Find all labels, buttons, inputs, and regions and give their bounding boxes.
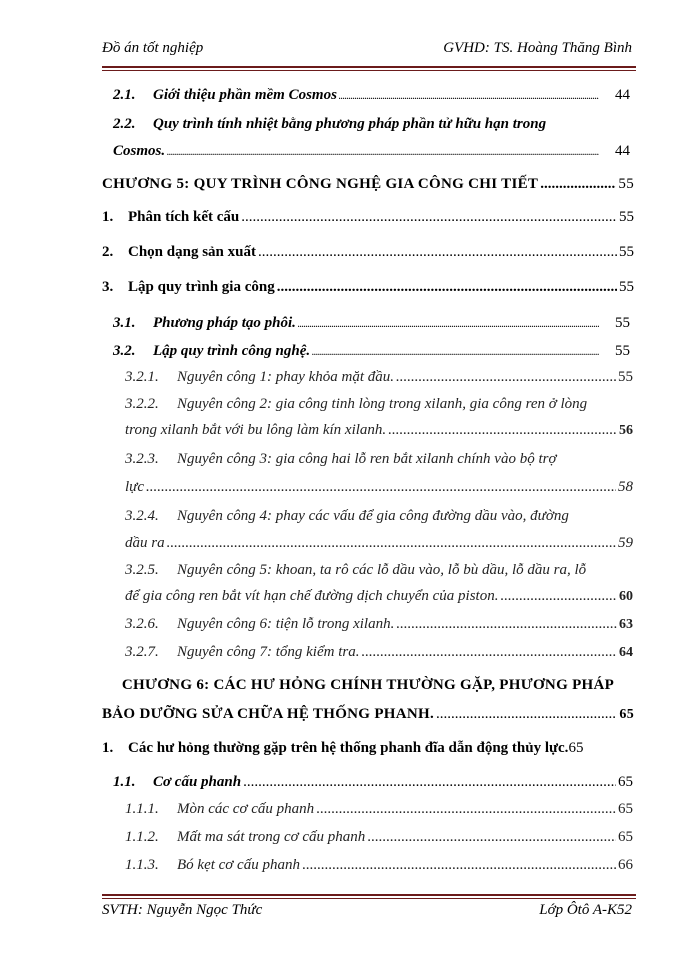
- toc-leader: [540, 176, 616, 193]
- toc-leader: [146, 479, 616, 496]
- toc-entry: [125, 479, 633, 496]
- toc-page: 66: [618, 857, 633, 873]
- toc-text: Các hư hỏng thường gặp trên hệ thống phanh đĩa dẫn động thủy lực.: [128, 740, 569, 756]
- toc-number: 2.: [102, 244, 114, 260]
- toc-entry: [113, 143, 633, 160]
- toc-chapter: [102, 677, 634, 694]
- toc-number: 3.2.5.: [125, 562, 159, 578]
- page-header: [102, 40, 632, 57]
- toc-page: 55: [619, 279, 634, 295]
- toc-leader: [361, 644, 617, 661]
- toc-entry: [102, 279, 634, 296]
- toc-page: 63: [619, 617, 633, 632]
- header-right: GVHD: TS. Hoàng Thăng Bình: [443, 40, 632, 56]
- toc-page: 60: [619, 589, 633, 604]
- toc-number: 1.: [102, 740, 114, 756]
- toc-text: lực: [125, 479, 145, 495]
- toc-text: để gia công ren bắt vít hạn chế đường dịch chuyển của piston.: [125, 588, 499, 604]
- toc-page: 65: [568, 740, 584, 756]
- toc-entry: [125, 857, 633, 874]
- toc-entry: [125, 422, 633, 439]
- toc-page: 65: [619, 707, 634, 722]
- toc-page: 55: [615, 343, 630, 359]
- toc-entry: [125, 451, 633, 468]
- toc-leader: [167, 535, 616, 552]
- toc-entry: [125, 535, 633, 552]
- toc-text: Nguyên công 2: gia công tinh lòng trong xilanh, gia công ren ở lòng: [177, 396, 588, 412]
- toc-leader: [243, 774, 616, 791]
- toc-text: dầu ra: [125, 535, 165, 551]
- toc-leader: [316, 801, 616, 818]
- toc-text: Cosmos.: [113, 143, 166, 159]
- toc-number: 1.: [102, 209, 114, 225]
- toc-number: 3.2.6.: [125, 616, 159, 632]
- toc-leader: [277, 279, 617, 296]
- toc-number: 1.1.2.: [125, 829, 159, 845]
- toc-leader: [436, 706, 617, 723]
- toc-entry: [102, 209, 634, 226]
- toc-entry: [125, 508, 633, 525]
- toc-number: 1.1.3.: [125, 857, 159, 873]
- toc-text: Nguyên công 6: tiện lỗ trong xilanh.: [177, 616, 395, 632]
- toc-number: 2.2.: [113, 116, 136, 132]
- toc-number: 2.1.: [113, 87, 136, 103]
- toc-entry: [125, 396, 633, 413]
- header-rule: [102, 66, 636, 71]
- toc-number: 1.1.: [113, 774, 136, 790]
- toc-page: 65: [618, 801, 633, 817]
- toc-entry: [113, 343, 633, 360]
- toc-leader: [241, 209, 617, 226]
- toc-page: 65: [618, 774, 633, 790]
- toc-page: 58: [618, 479, 633, 495]
- toc-entry: [125, 801, 633, 818]
- toc-text: Nguyên công 5: khoan, ta rô các lỗ dầu vào, lỗ bù dầu, lỗ dầu ra, lỗ: [177, 562, 587, 578]
- toc-page: 55: [619, 209, 634, 225]
- toc-entry: [113, 315, 633, 332]
- toc-entry: [125, 562, 633, 579]
- toc-leader: [388, 422, 617, 439]
- header-left: Đồ án tốt nghiệp: [102, 40, 204, 56]
- toc-text: Cơ cấu phanh: [153, 774, 242, 790]
- toc-text: CHƯƠNG 6: CÁC HƯ HỎNG CHÍNH THƯỜNG GẶP, PHƯƠNG PHÁP: [121, 677, 615, 693]
- toc-page: 44: [615, 143, 630, 159]
- toc-page: 44: [615, 87, 630, 103]
- toc-page: 55: [615, 315, 630, 331]
- toc-text: Nguyên công 7: tổng kiểm tra.: [177, 644, 360, 660]
- toc-text: Mất ma sát trong cơ cấu phanh: [177, 829, 366, 845]
- toc-leader: [298, 320, 599, 329]
- toc-page: 64: [619, 645, 633, 660]
- footer-right: Lớp Ôtô A-K52: [539, 902, 632, 918]
- toc-text: Quy trình tính nhiệt bằng phương pháp phần tử hữu hạn trong: [153, 116, 547, 132]
- toc-page: 55: [618, 369, 633, 385]
- toc-number: 3.1.: [113, 315, 136, 331]
- toc-leader: [302, 857, 616, 874]
- toc-entry: [125, 369, 633, 386]
- toc-page: 55: [618, 176, 634, 192]
- toc-leader: [258, 244, 617, 261]
- toc-text: BẢO DƯỠNG SỬA CHỮA HỆ THỐNG PHANH.: [102, 706, 435, 722]
- toc-text: Nguyên công 4: phay các vấu để gia công đường dầu vào, đường: [177, 508, 569, 524]
- toc-leader: [500, 588, 617, 605]
- toc-entry: [125, 829, 633, 846]
- toc-text: Phân tích kết cấu: [128, 209, 240, 225]
- toc-page: 55: [619, 244, 634, 260]
- toc-entry: [102, 740, 634, 757]
- toc-number: 3.2.4.: [125, 508, 159, 524]
- toc-text: Lập quy trình công nghệ.: [153, 343, 311, 359]
- toc-text: Chọn dạng sản xuất: [128, 244, 256, 260]
- toc-entry: [125, 616, 633, 633]
- toc-chapter: [102, 706, 634, 723]
- toc-text: Mòn các cơ cấu phanh: [177, 801, 315, 817]
- toc-text: Phương pháp tạo phôi.: [153, 315, 296, 331]
- toc-leader: [396, 616, 617, 633]
- toc-page: 65: [618, 829, 633, 845]
- toc-number: 3.2.2.: [125, 396, 159, 412]
- toc-text: Giới thiệu phần mềm Cosmos: [153, 87, 337, 103]
- toc-text: trong xilanh bắt với bu lông làm kín xilanh.: [125, 422, 387, 438]
- toc-text: Lập quy trình gia công: [128, 279, 275, 295]
- toc-number: 3.2.3.: [125, 451, 159, 467]
- toc-text: Nguyên công 1: phay khỏa mặt đầu.: [177, 369, 395, 385]
- toc-entry: [125, 588, 633, 605]
- toc-entry: [113, 116, 633, 133]
- toc-number: 3.: [102, 279, 114, 295]
- footer-rule: [102, 894, 636, 899]
- toc-text: Bó kẹt cơ cấu phanh: [177, 857, 300, 873]
- page-footer: [102, 902, 632, 919]
- toc-leader: [167, 148, 599, 157]
- toc-entry: [113, 774, 633, 791]
- toc-text: CHƯƠNG 5: QUY TRÌNH CÔNG NGHỆ GIA CÔNG CHI TIẾT: [102, 176, 539, 192]
- toc-chapter: [102, 176, 634, 193]
- toc-number: 3.2.1.: [125, 369, 159, 385]
- toc-page: 59: [618, 535, 633, 551]
- toc-leader: [367, 829, 616, 846]
- toc-text: Nguyên công 3: gia công hai lỗ ren bắt xilanh chính vào bộ trợ: [177, 451, 557, 467]
- toc-number: 1.1.1.: [125, 801, 159, 817]
- footer-left: SVTH: Nguyễn Ngọc Thức: [102, 902, 263, 918]
- toc-number: 3.2.7.: [125, 644, 159, 660]
- toc-entry: [102, 244, 634, 261]
- toc-page: 56: [619, 423, 633, 438]
- toc-number: 3.2.: [113, 343, 136, 359]
- toc-leader: [312, 348, 599, 357]
- toc-entry: [125, 644, 633, 661]
- toc-leader: [339, 92, 599, 101]
- toc-leader: [396, 369, 616, 386]
- toc-entry: [113, 87, 633, 104]
